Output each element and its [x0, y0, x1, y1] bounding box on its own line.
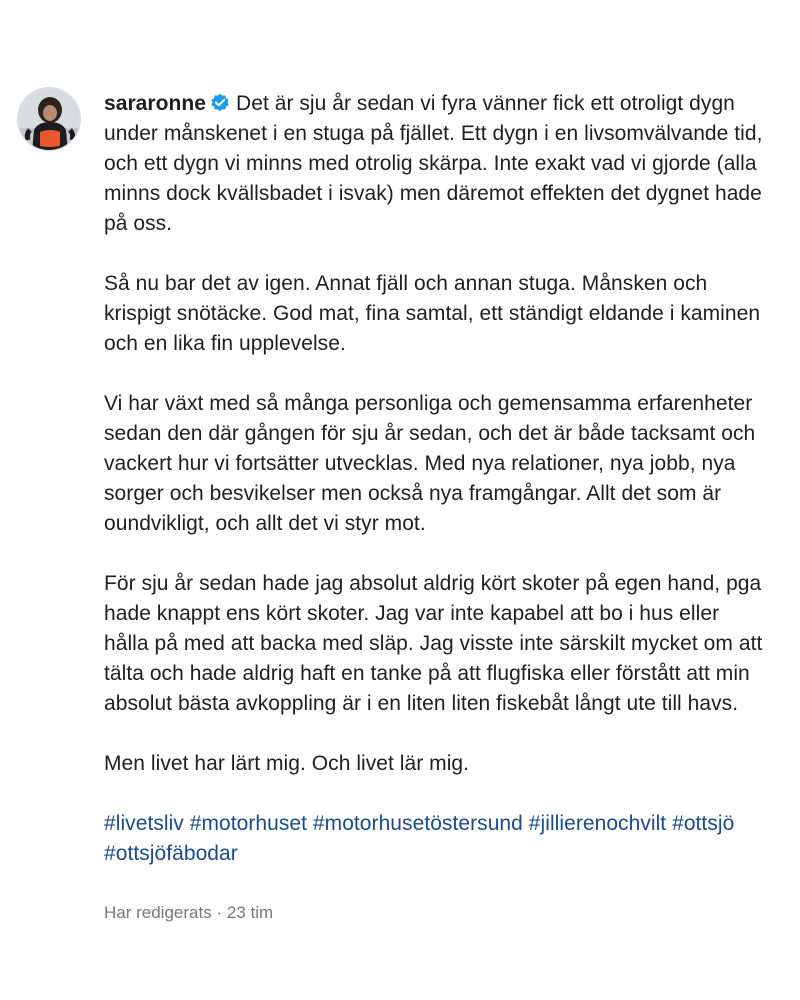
- caption-paragraph-2: Så nu bar det av igen. Annat fjäll och annan stuga. Månsken och krispigt snötäcke. God mat, fina samtal, ett ständigt eldande i kaminen och en lika fin upplevelse.: [104, 272, 761, 355]
- profile-photo-image: [18, 88, 81, 151]
- caption-paragraph-5: Men livet har lärt mig. Och livet lär mig.: [104, 752, 470, 775]
- timestamp[interactable]: 23 tim: [226, 903, 274, 922]
- post-meta: [104, 903, 273, 923]
- hashtag-list: [104, 809, 764, 869]
- avatar[interactable]: [17, 87, 81, 151]
- caption-paragraph-3: Vi har växt med så många personliga och gemensamma erfarenheter sedan den där gången för sju år sedan, och det är både tacksamt och vackert hur vi fortsätter utvecklas. Med nya relationer, nya jobb, nya sorger och besvikelser men också nya framgångar. Allt det som är oundvikligt, och allt det vi styr mot.: [104, 392, 756, 535]
- caption-paragraph-4: För sju år sedan hade jag absolut aldrig kört skoter på egen hand, pga hade knappt ens kört skoter. Jag var inte kapabel att bo i hus eller hålla på med att backa med släp. Jag visste inte särskilt mycket om att tälta och hade aldrig haft en tanke på att flugfiska eller förstått att min absolut bästa avkoppling är i en liten liten fiskebåt långt ute till havs.: [104, 572, 763, 715]
- caption-paragraph-1-text: Det är sju år sedan vi fyra vänner fick ett otroligt dygn under månskenet i en stuga på fjället. Ett dygn i en livsomvälvande tid, och ett dygn vi minns med otrolig skärpa. Inte exakt vad vi gjorde (alla minns dock kvällsbadet i isvak) men däremot effekten det dygnet hade på oss.: [104, 92, 763, 235]
- hashtag-link[interactable]: #ottsjö: [672, 812, 735, 835]
- username-link[interactable]: sararonne: [104, 92, 206, 115]
- caption-text: [104, 89, 764, 869]
- caption-paragraph-1: [104, 89, 764, 239]
- hashtag-link[interactable]: #motorhuset: [189, 812, 308, 835]
- edited-label: Har redigerats: [104, 903, 212, 922]
- hashtag-link[interactable]: #ottsjöfäbodar: [104, 842, 238, 865]
- hashtag-link[interactable]: #jillierenochvilt: [528, 812, 667, 835]
- verified-badge-icon: [210, 93, 230, 113]
- meta-separator: ·: [216, 903, 223, 922]
- hashtag-link[interactable]: #livetsliv: [104, 812, 184, 835]
- hashtag-link[interactable]: #motorhusetöstersund: [312, 812, 523, 835]
